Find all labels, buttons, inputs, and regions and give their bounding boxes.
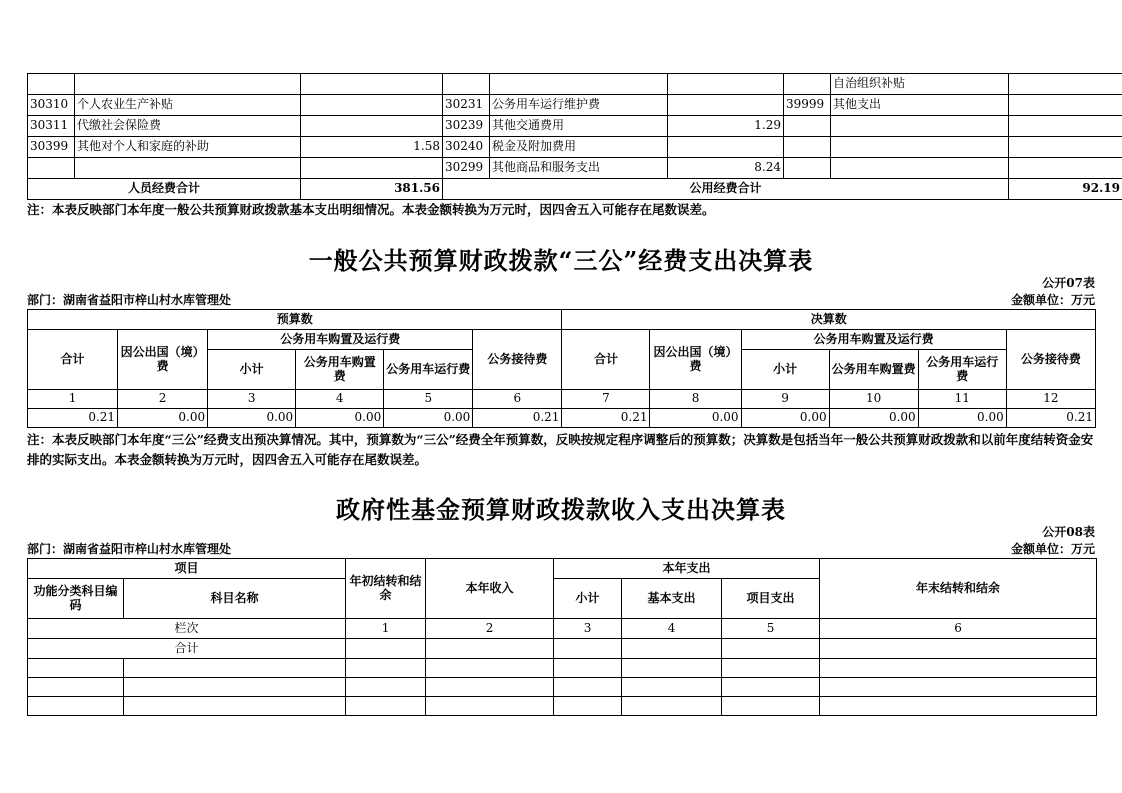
table-cell	[1009, 74, 1122, 95]
fund-cell	[346, 639, 426, 659]
sangong-note: 注：本表反映部门本年度“三公”经费支出预决算情况。其中，预算数为“三公”经费全年预算数，反映按规定程序调整后的预算数；决算数是包括当年一般公共预算财政拨款和以前年度结转资金安排的实际支出。本表金额转换为万元时，因四舍五入可能存在尾数误差。	[27, 432, 1094, 467]
table-cell: 税金及附加费用	[490, 137, 668, 158]
total-public-value: 92.19	[1009, 179, 1122, 200]
final-header: 决算数	[562, 310, 1096, 330]
table-cell: 1.58	[301, 137, 443, 158]
table-cell: 代缴社会保险费	[75, 116, 301, 137]
sangong-dept: 部门：湖南省益阳市梓山村水库管理处	[27, 293, 232, 307]
column-number: 12	[1006, 390, 1095, 409]
sangong-code: 公开07表	[1042, 276, 1095, 290]
value-cell: 0.00	[829, 409, 918, 428]
column-number: 1	[346, 619, 426, 639]
total-personnel-label: 人员经费合计	[28, 179, 301, 200]
table-cell	[28, 74, 75, 95]
table-cell	[668, 137, 784, 158]
basic-expenditure-table	[27, 73, 1122, 200]
fund-cell	[622, 659, 722, 678]
basic-expense-header: 基本支出	[622, 579, 722, 619]
table-row	[28, 74, 1122, 95]
column-number: 10	[829, 390, 918, 409]
fund-cell	[820, 697, 1097, 716]
table-row	[28, 116, 1122, 137]
fund-cell	[346, 678, 426, 697]
fund-cell	[820, 678, 1097, 697]
column-number: 11	[918, 390, 1006, 409]
value-cell: 0.00	[918, 409, 1006, 428]
table-cell: 公务用车运行维护费	[490, 95, 668, 116]
table-cell: 其他支出	[831, 95, 1009, 116]
table-cell: 个人农业生产补贴	[75, 95, 301, 116]
table-cell	[784, 74, 831, 95]
table-cell	[668, 95, 784, 116]
fund-unit: 金额单位：万元	[1010, 542, 1095, 556]
budget-vehicle-header: 公务用车购置及运行费	[208, 330, 473, 350]
table-cell	[831, 158, 1009, 179]
final-total-header: 合计	[562, 330, 650, 390]
column-number: 8	[650, 390, 741, 409]
value-cell: 0.21	[28, 409, 118, 428]
table-cell: 39999	[784, 95, 831, 116]
fund-cell	[722, 697, 820, 716]
table-cell	[668, 74, 784, 95]
column-number: 1	[28, 390, 118, 409]
table-cell: 30239	[443, 116, 490, 137]
table-cell	[784, 116, 831, 137]
sangong-table	[27, 309, 1096, 428]
subject-name-header: 科目名称	[124, 579, 346, 619]
budget-reception-header: 公务接待费	[473, 330, 562, 390]
fund-cell	[820, 659, 1097, 678]
column-number: 3	[554, 619, 622, 639]
budget-operation-header: 公务用车运行费	[384, 350, 473, 390]
table-cell: 1.29	[668, 116, 784, 137]
fund-cell	[28, 678, 124, 697]
final-vehicle-header: 公务用车购置及运行费	[741, 330, 1006, 350]
budget-total-header: 合计	[28, 330, 118, 390]
budget-abroad-header: 因公出国（境）费	[118, 330, 208, 390]
fund-total-label: 合计	[28, 639, 346, 659]
row-label: 栏次	[28, 619, 346, 639]
begin-balance-header: 年初结转和结余	[346, 559, 426, 619]
fund-cell	[820, 639, 1097, 659]
expense-header: 本年支出	[554, 559, 820, 579]
column-number: 5	[722, 619, 820, 639]
total-personnel-value: 381.56	[301, 179, 443, 200]
table-cell	[75, 74, 301, 95]
fund-cell	[346, 659, 426, 678]
table-cell	[784, 158, 831, 179]
fund-cell	[554, 659, 622, 678]
fund-cell	[124, 697, 346, 716]
sangong-title: 一般公共预算财政拨款“三公”经费支出决算表	[308, 246, 814, 275]
value-cell: 0.00	[741, 409, 829, 428]
table-row	[28, 158, 1122, 179]
fund-dept: 部门：湖南省益阳市梓山村水库管理处	[27, 542, 232, 556]
value-cell: 0.21	[1006, 409, 1095, 428]
total-public-label: 公用经费合计	[443, 179, 1009, 200]
table-row	[28, 95, 1122, 116]
table-cell: 自治组织补贴	[831, 74, 1009, 95]
final-reception-header: 公务接待费	[1006, 330, 1095, 390]
value-cell: 0.00	[208, 409, 296, 428]
table-cell	[490, 74, 668, 95]
func-code-header: 功能分类科目编码	[28, 579, 124, 619]
income-header: 本年收入	[426, 559, 554, 619]
fund-cell	[426, 678, 554, 697]
fund-cell	[426, 639, 554, 659]
sangong-unit: 金额单位：万元	[1010, 293, 1095, 307]
value-cell: 0.00	[118, 409, 208, 428]
value-cell: 0.21	[562, 409, 650, 428]
budget-header: 预算数	[28, 310, 562, 330]
fund-cell	[28, 659, 124, 678]
fund-cell	[554, 697, 622, 716]
table-cell: 8.24	[668, 158, 784, 179]
table-cell: 其他对个人和家庭的补助	[75, 137, 301, 158]
end-balance-header: 年末结转和结余	[820, 559, 1097, 619]
table-cell	[1009, 95, 1122, 116]
fund-cell	[622, 697, 722, 716]
table-cell	[784, 137, 831, 158]
project-expense-header: 项目支出	[722, 579, 820, 619]
budget-subtotal-header: 小计	[208, 350, 296, 390]
column-number: 9	[741, 390, 829, 409]
column-number: 6	[820, 619, 1097, 639]
budget-purchase-header: 公务用车购置费	[296, 350, 384, 390]
column-number: 4	[622, 619, 722, 639]
final-subtotal-header: 小计	[741, 350, 829, 390]
table-cell: 30231	[443, 95, 490, 116]
column-number: 3	[208, 390, 296, 409]
fund-cell	[124, 659, 346, 678]
fund-cell	[622, 678, 722, 697]
final-purchase-header: 公务用车购置费	[829, 350, 918, 390]
value-cell: 0.00	[650, 409, 741, 428]
fund-code: 公开08表	[1042, 525, 1095, 539]
table-cell	[301, 74, 443, 95]
table-cell	[831, 137, 1009, 158]
value-cell: 0.21	[473, 409, 562, 428]
expense-subtotal-header: 小计	[554, 579, 622, 619]
table-cell	[443, 74, 490, 95]
table-cell	[831, 116, 1009, 137]
fund-cell	[28, 697, 124, 716]
column-number: 4	[296, 390, 384, 409]
fund-cell	[554, 678, 622, 697]
fund-cell	[124, 678, 346, 697]
fund-title: 政府性基金预算财政拨款收入支出决算表	[336, 495, 786, 524]
final-abroad-header: 因公出国（境）费	[650, 330, 741, 390]
fund-cell	[722, 639, 820, 659]
fund-cell	[622, 639, 722, 659]
value-cell: 0.00	[296, 409, 384, 428]
fund-cell	[722, 659, 820, 678]
column-number: 6	[473, 390, 562, 409]
table-cell	[75, 158, 301, 179]
fund-cell	[722, 678, 820, 697]
table-cell	[1009, 137, 1122, 158]
table-row	[28, 137, 1122, 158]
final-operation-header: 公务用车运行费	[918, 350, 1006, 390]
fund-cell	[426, 659, 554, 678]
table-cell: 30399	[28, 137, 75, 158]
fund-table	[27, 558, 1097, 716]
table1-note: 注：本表反映部门本年度一般公共预算财政拨款基本支出明细情况。本表金额转换为万元时，因四舍五入可能存在尾数误差。	[27, 202, 715, 217]
table-cell	[28, 158, 75, 179]
table-cell	[1009, 116, 1122, 137]
value-cell: 0.00	[384, 409, 473, 428]
table-cell: 其他商品和服务支出	[490, 158, 668, 179]
table-cell	[301, 158, 443, 179]
column-number: 5	[384, 390, 473, 409]
table-cell: 其他交通费用	[490, 116, 668, 137]
table-cell: 30311	[28, 116, 75, 137]
table-cell: 30299	[443, 158, 490, 179]
fund-cell	[346, 697, 426, 716]
item-header: 项目	[28, 559, 346, 579]
fund-cell	[426, 697, 554, 716]
column-number: 2	[118, 390, 208, 409]
table-cell: 30240	[443, 137, 490, 158]
table-cell	[1009, 158, 1122, 179]
table-cell	[301, 95, 443, 116]
fund-cell	[554, 639, 622, 659]
column-number: 7	[562, 390, 650, 409]
table-cell: 30310	[28, 95, 75, 116]
table-cell	[301, 116, 443, 137]
column-number: 2	[426, 619, 554, 639]
